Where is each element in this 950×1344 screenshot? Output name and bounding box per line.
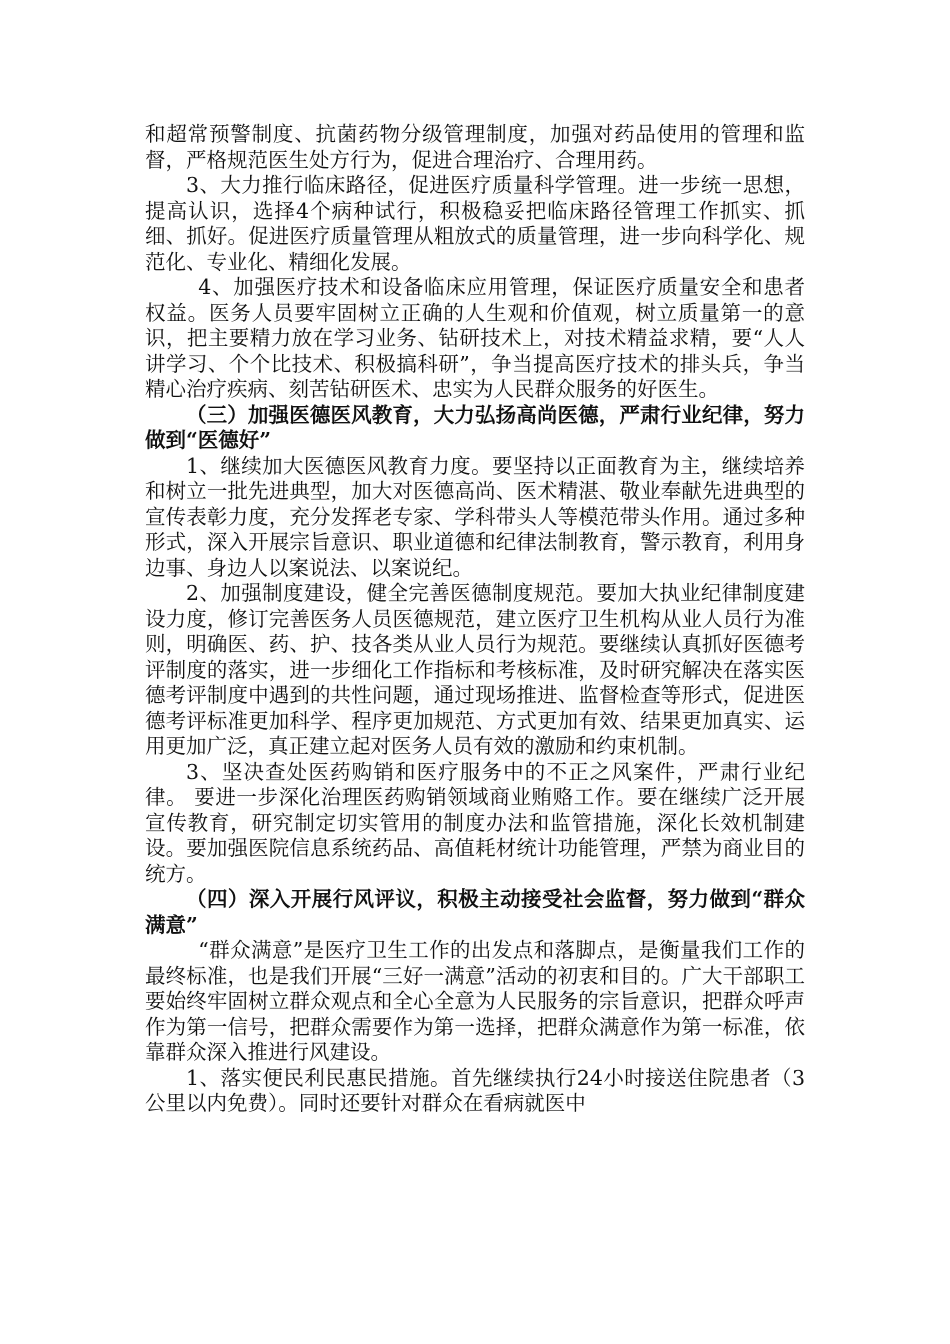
paragraph-clinical-pathway: 3、大力推行临床路径，促进医疗质量科学管理。进一步统一思想，提高认识，选择4个病种试行，积极稳妥把临床路径管理工作抓实、抓细、抓好。促进医疗质量管理从粗放式的质量管理，进一步向科学化、规范化、专业化、精细化发展。 (145, 173, 805, 274)
paragraph-technology-management: 4、加强医疗技术和设备临床应用管理，保证医疗质量安全和患者权益。医务人员要牢固树立正确的人生观和价值观，树立质量第一的意识，把主要精力放在学习业务、钻研技术上，对技术精益求精，要“人人讲学习、个个比技术、积极搞科研”，争当提高医疗技术的排头兵，争当精心治疗疾病、刻苦钻研医术、忠实为人民群众服务的好医生。 (145, 275, 805, 401)
document-page (145, 122, 805, 1117)
paragraph-ethics-education: 1、继续加大医德医风教育力度。要坚持以正面教育为主，继续培养和树立一批先进典型，加大对医德高尚、医术精湛、敬业奉献先进典型的宣传表彰力度，充分发挥老专家、学科带头人等模范带头作用。通过多种形式，深入开展宗旨意识、职业道德和纪律法制教育，警示教育，利用身边事、身边人以案说法、以案说纪。 (145, 453, 805, 580)
paragraph-institution-building: 2、加强制度建设，健全完善医德制度规范。要加大执业纪律制度建设力度，修订完善医务人员医德规范，建立医疗卫生机构从业人员行为准则，明确医、药、护、技各类从业人员行为规范。要继续认真抓好医德考评制度的落实，进一步细化工作指标和考核标准，及时研究解决在落实医德考评制度中遇到的共性问题，通过现场推进、监督检查等形式，促进医德考评标准更加科学、程序更加规范、方式更加有效、结果更加真实、运用更加广泛，真正建立起对医务人员有效的激励和约束机制。 (145, 581, 805, 758)
section-heading-public-satisfaction: （四）深入开展行风评议，积极主动接受社会监督，努力做到“群众满意” (145, 887, 805, 937)
paragraph-drug-management-continued: 和超常预警制度、抗菌药物分级管理制度，加强对药品使用的管理和监督，严格规范医生处方行为，促进合理治疗、合理用药。 (145, 122, 805, 172)
paragraph-misconduct-investigation: 3、坚决查处医药购销和医疗服务中的不正之风案件，严肃行业纪律。 要进一步深化治理医药购销领域商业贿赂工作。要在继续广泛开展宣传教育，研究制定切实管用的制度办法和监管措施，深化长效机制建设。要加强医院信息系统药品、高值耗材统计功能管理，严禁为商业目的统方。 (145, 759, 805, 886)
paragraph-public-satisfaction: “群众满意”是医疗卫生工作的出发点和落脚点，是衡量我们工作的最终标准，也是我们开展“三好一满意”活动的初衷和目的。广大干部职工要始终牢固树立群众观点和全心全意为人民服务的宗旨意识，把群众呼声作为第一信号，把群众需要作为第一选择，把群众满意作为第一标准，依靠群众深入推进行风建设。 (145, 938, 805, 1064)
section-heading-medical-ethics: （三）加强医德医风教育，大力弘扬高尚医德，严肃行业纪律，努力做到“医德好” (145, 402, 805, 452)
paragraph-convenience-measures: 1、落实便民利民惠民措施。首先继续执行24小时接送住院患者（3公里以内免费）。同时还要针对群众在看病就医中 (145, 1065, 805, 1115)
